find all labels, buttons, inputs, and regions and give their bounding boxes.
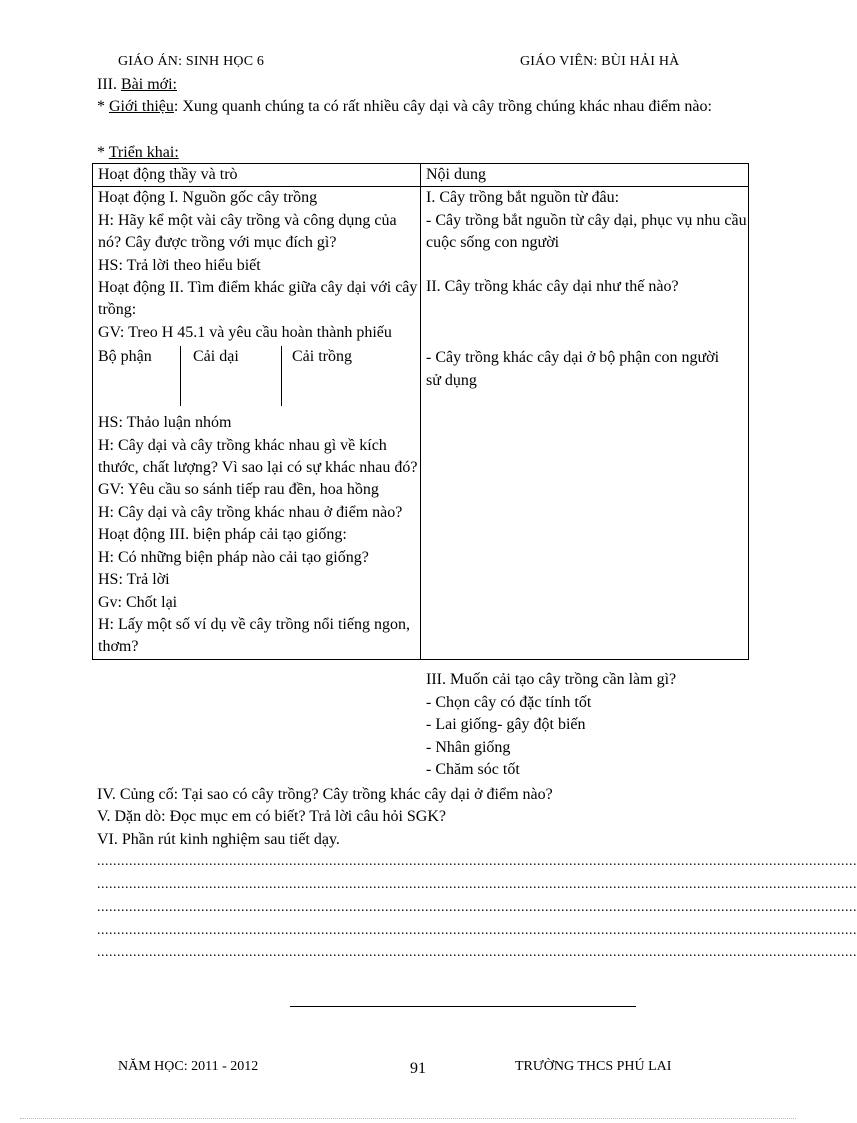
dotted-line: ..............................................................................................................................................................................................	[97, 945, 857, 960]
intro-label: Giới thiệu	[109, 98, 174, 115]
section-roman: III.	[97, 76, 121, 93]
activity-line: Hoạt động III. biện pháp cải tạo giống:	[98, 526, 347, 544]
activity-line: Hoạt động I. Nguồn gốc cây trồng	[98, 189, 318, 207]
dotted-line: ..............................................................................................................................................................................................	[97, 923, 857, 938]
header-activity: Hoạt động thầy và trò	[93, 164, 421, 187]
activity-line: HS: Trả lời theo hiểu biết	[98, 256, 261, 274]
intro-text: : Xung quanh chúng ta có rất nhiều cây dại và cây trồng chúng khác nhau điểm nào:	[173, 98, 712, 115]
dotted-line: ..............................................................................................................................................................................................	[97, 900, 857, 915]
content-line: III. Muốn cải tạo cây trồng cần làm gì?	[426, 671, 677, 689]
content-line: - Chăm sóc tốt	[426, 761, 520, 779]
activity-line: HS: Trả lời	[98, 571, 170, 589]
content-line: - Cây trồng khác cây dại ở bộ phận con người sử dụng	[426, 349, 720, 389]
activity-line: Gv: Chốt lại	[98, 593, 178, 611]
activity-line: H: Lấy một số ví dụ về cây trồng nổi tiếng ngon, thơm?	[98, 615, 410, 656]
table-row	[93, 187, 749, 659]
activity-line: H: Cây dại và cây trồng khác nhau gì về kích thước, chất lượng? Vì sao lại có sự khác nhau đó?	[98, 436, 418, 477]
activity-cell	[93, 187, 421, 659]
worksheet-col-part: Bộ phận	[98, 346, 181, 406]
section-title	[97, 74, 177, 96]
dan-do: V. Dặn dò: Đọc mục em có biết? Trả lời câu hỏi SGK?	[97, 808, 446, 825]
trien-khai-label: Triển khai:	[108, 144, 179, 161]
separator-line	[290, 1006, 636, 1007]
section-title-text: Bài mới:	[120, 76, 177, 93]
comparison-worksheet	[98, 346, 420, 412]
footer-year: NĂM HỌC: 2011 - 2012	[118, 1059, 259, 1074]
content-line: I. Cây trồng bắt nguồn từ đâu:	[426, 189, 620, 207]
page-bottom-edge	[20, 1118, 796, 1119]
header-right: GIÁO VIÊN: BÙI HẢI HÀ	[520, 54, 680, 69]
header-content: Nội dung	[421, 164, 749, 187]
trien-khai	[97, 142, 179, 164]
rut-kinh-nghiem: VI. Phần rút kinh nghiệm sau tiết dạy.	[97, 831, 340, 848]
activity-line: H: Hãy kể một vài cây trồng và công dụng của nó? Cây được trồng với mục đích gì?	[98, 211, 397, 252]
activity-line: GV: Yêu cầu so sánh tiếp rau đền, hoa hồng	[98, 481, 379, 499]
content-line: - Lai giống- gây đột biến	[426, 716, 586, 734]
dotted-line: ..............................................................................................................................................................................................	[97, 877, 857, 892]
table-header-row	[93, 164, 749, 187]
intro-paragraph	[97, 96, 753, 118]
activity-line: GV: Treo H 45.1 và yêu cầu hoàn thành phiếu	[98, 323, 392, 341]
content-line: II. Cây trồng khác cây dại như thế nào?	[426, 278, 679, 296]
trien-khai-bullet: *	[97, 144, 109, 161]
content-line: - Cây trồng bắt nguồn từ cây dại, phục vụ nhu cầu cuộc sống con người	[426, 211, 747, 252]
lesson-table	[92, 163, 749, 779]
page-number: 91	[410, 1060, 426, 1077]
content-line: - Nhân giống	[426, 738, 511, 756]
activity-line: H: Cây dại và cây trồng khác nhau ở điểm nào?	[98, 503, 403, 521]
dotted-line: ..............................................................................................................................................................................................	[97, 854, 857, 869]
intro-bullet: *	[97, 98, 109, 115]
content-cell	[421, 187, 749, 779]
activity-line: Hoạt động II. Tìm điểm khác giữa cây dại với cây trồng:	[98, 279, 418, 319]
worksheet-col-wild: Cải dại	[181, 346, 282, 406]
footer-school: TRƯỜNG THCS PHÚ LAI	[515, 1059, 672, 1074]
header-left: GIÁO ÁN: SINH HỌC 6	[118, 54, 265, 69]
activity-line: H: Có những biện pháp nào cải tạo giống?	[98, 548, 369, 566]
activity-line: HS: Thảo luận nhóm	[98, 414, 232, 432]
cung-co: IV. Củng cố: Tại sao có cây trồng? Cây trồng khác cây dại ở điểm nào?	[97, 786, 553, 803]
worksheet-col-cultivated: Cải trồng	[292, 348, 352, 366]
content-line: - Chọn cây có đặc tính tốt	[426, 693, 592, 711]
